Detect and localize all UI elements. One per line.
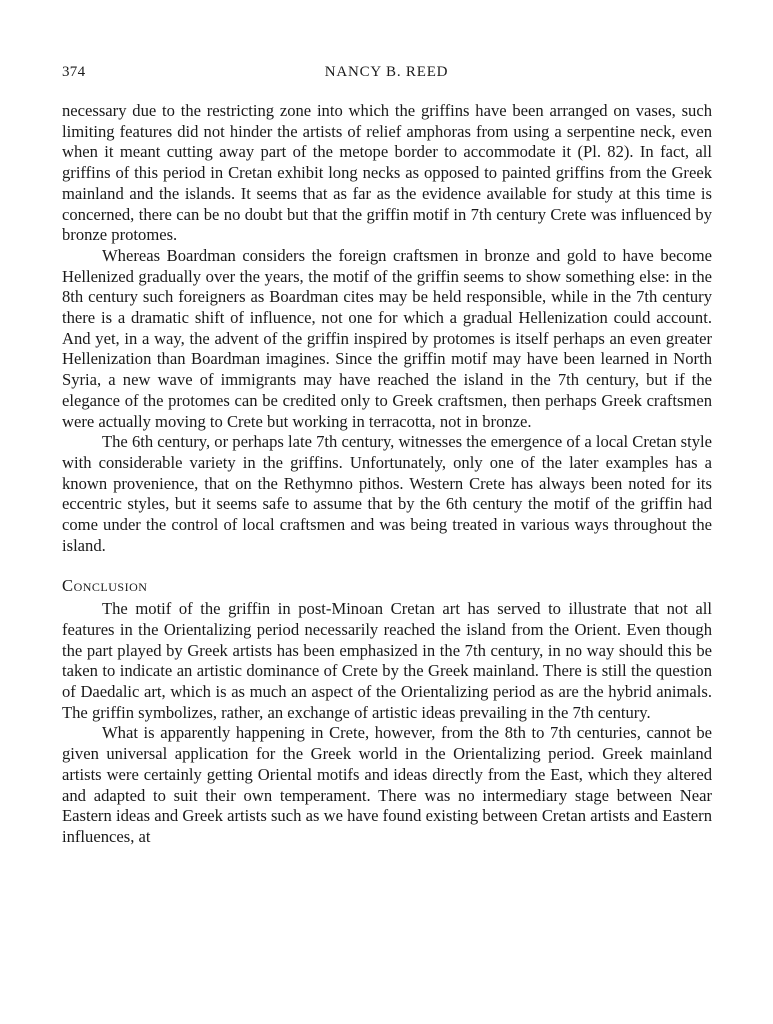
paragraph-continued: necessary due to the restricting zone into which the griffins have been arranged on vases, such limiting features did not hinder the artists of relief amphoras from using a serpentine neck, even when it meant cutting away part of the metope border to accommodate it (Pl. 82). In fact, all griffins of this period in Cretan exhibit long necks as opposed to painted griffins from the Greek mainland and the islands. It seems that as far as the evidence available for study at this time is concerned, there can be no doubt but that the griffin motif in 7th century Crete was influenced by bronze protomes. [62,101,712,245]
running-head: NANCY B. REED [324,64,449,80]
page-header [62,64,711,86]
body-text [62,101,712,848]
section-heading-conclusion: Conclusion [62,576,148,596]
page-number: 374 [62,64,86,80]
paragraph: What is apparently happening in Crete, however, from the 8th to 7th centuries, cannot be given universal application for the Greek world in the Orientalizing period. Greek mainland artists were certainly getting Oriental motifs and ideas directly from the East, which they altered and adapted to suit their own temperament. There was no intermediary stage between Near Eastern ideas and Greek artists such as we have found existing between Cretan artists and Eastern influences, at [62,723,712,846]
paragraph: The 6th century, or perhaps late 7th century, witnesses the emergence of a local Cretan style with considerable variety in the griffins. Unfortunately, only one of the later examples has a known provenience, that on the Rethymno pithos. Western Crete has always been noted for its eccentric styles, but it seems safe to assume that by the 6th century the motif of the griffin had come under the control of local craftsmen and was being treated in various ways throughout the island. [62,432,712,555]
paragraph: Whereas Boardman considers the foreign craftsmen in bronze and gold to have become Hellenized gradually over the years, the motif of the griffin seems to show something else: in the 8th century such foreigners as Boardman cites may be held responsible, while in the 7th century there is a dramatic shift of influence, not one for which a gradual Hellenization could account. And yet, in a way, the advent of the griffin inspired by protomes is itself perhaps an even greater Hellenization than Boardman imagines. Since the griffin motif may have been learned in North Syria, a new wave of immigrants may have reached the island in the 7th century, but if the elegance of the protomes can be credited only to Greek craftsmen, then perhaps Greek craftsmen were actually moving to Crete but working in terracotta, not in bronze. [62,245,712,431]
paragraph: The motif of the griffin in post-Minoan Cretan art has served to illustrate that not all features in the Orientalizing period necessarily reached the island from the Orient. Even though the part played by Greek artists has been emphasized in the 7th century, in no way should this be taken to indicate an artistic dominance of Crete by the Greek mainland. There is still the question of Daedalic art, which is as much an aspect of the Orientalizing period as are the hybrid animals. The griffin symbolizes, rather, an exchange of artistic ideas prevailing in the 7th century. [62,599,712,722]
